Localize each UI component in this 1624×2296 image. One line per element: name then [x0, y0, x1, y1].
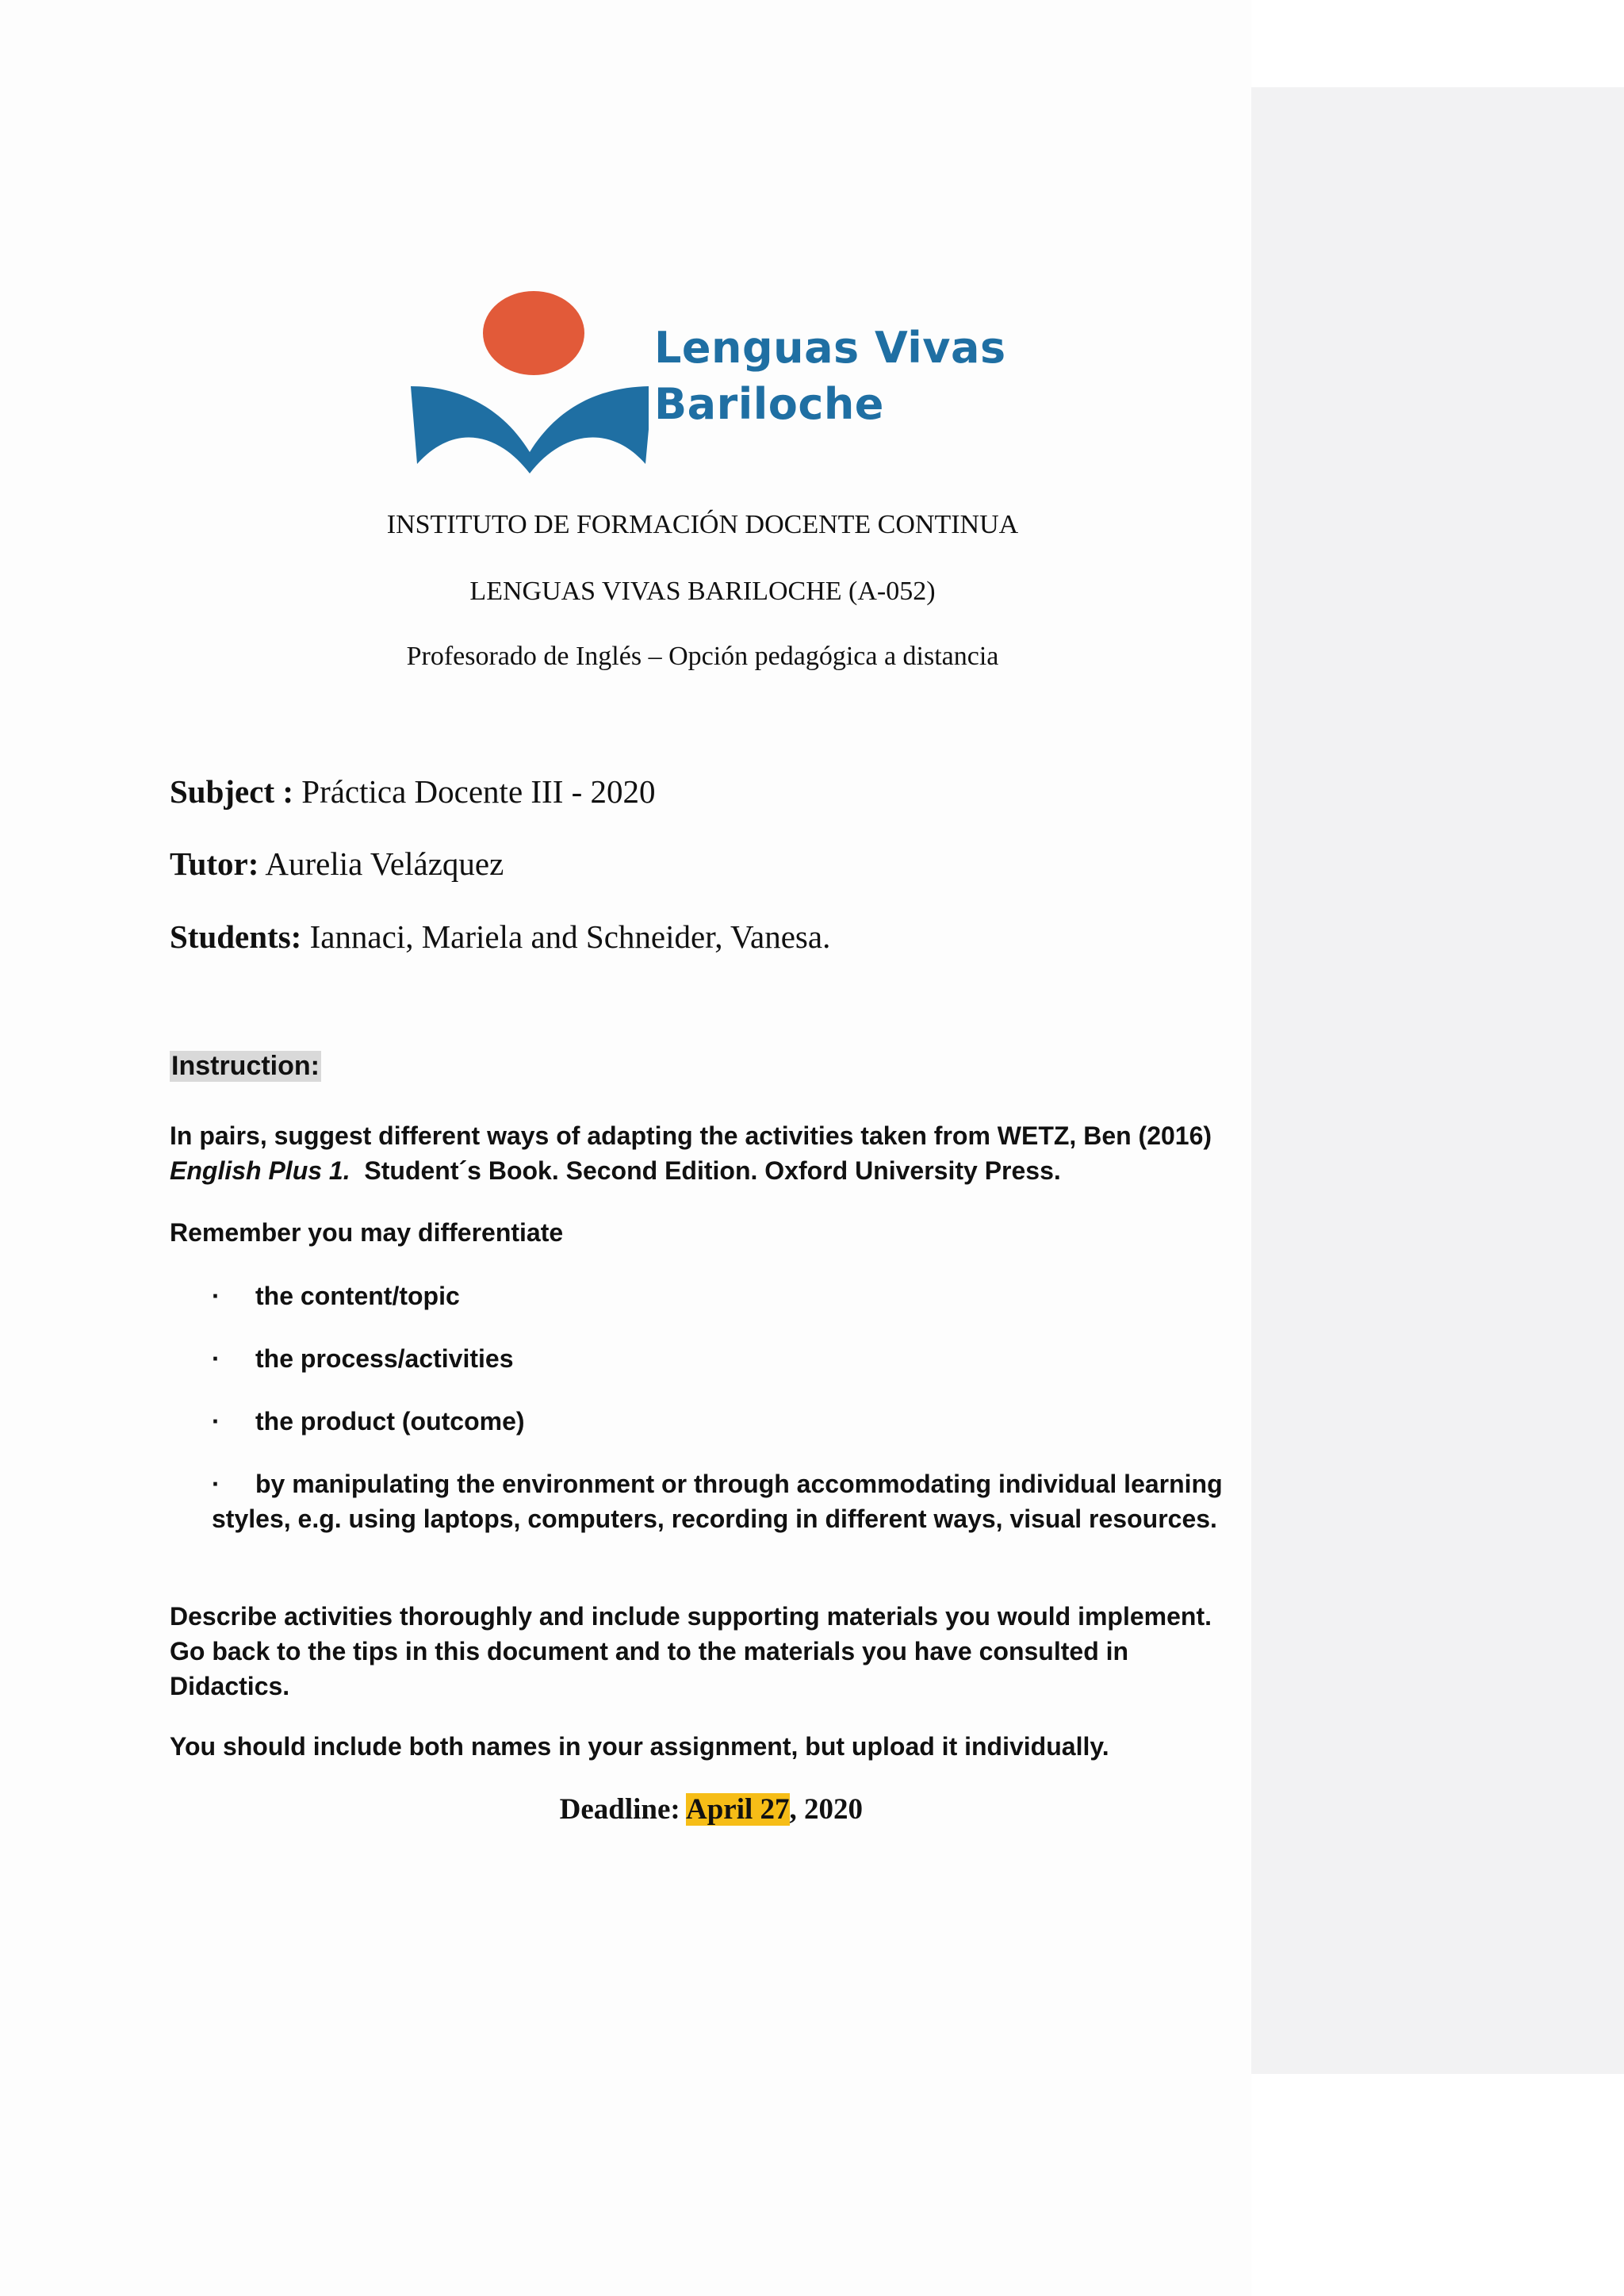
- institution-logo: [411, 289, 1006, 480]
- bullet-icon: ·: [212, 1407, 220, 1435]
- program-name: Profesorado de Inglés – Opción pedagógica a distancia: [406, 642, 999, 671]
- list-item: [212, 1278, 1235, 1313]
- students-line: [170, 918, 830, 956]
- book-right-page: [530, 386, 649, 473]
- deadline-line: [560, 1792, 863, 1826]
- list-item-text: the product (outcome): [255, 1407, 525, 1435]
- subject-value: Práctica Docente III - 2020: [301, 773, 656, 810]
- list-item: [212, 1466, 1235, 1536]
- open-book-sun-icon: [411, 289, 649, 480]
- institute-code: LENGUAS VIVAS BARILOCHE (A-052): [469, 577, 936, 606]
- comment-margin-pane: [1251, 87, 1624, 2074]
- include-names-paragraph: You should include both names in your assignment, but upload it individually.: [170, 1732, 1109, 1761]
- remember-line: Remember you may differentiate: [170, 1218, 564, 1247]
- bullet-icon: ·: [212, 1470, 220, 1498]
- deadline-date-highlight: April 27: [685, 1793, 790, 1826]
- list-item: [212, 1404, 1235, 1439]
- intro-text-after: Student´s Book. Second Edition. Oxford University Press.: [350, 1156, 1061, 1185]
- book-left-page: [411, 386, 530, 473]
- list-item-text: by manipulating the environment or through accommodating individual learning styles, e.g. using laptops, computers, recording in different ways, visual resources.: [212, 1470, 1223, 1533]
- logo-text-line1: Lenguas Vivas: [654, 323, 1006, 373]
- tutor-label: Tutor:: [170, 845, 259, 882]
- students-label: Students:: [170, 918, 302, 955]
- list-item-text: the content/topic: [255, 1282, 460, 1310]
- institute-name: INSTITUTO DE FORMACIÓN DOCENTE CONTINUA: [386, 510, 1019, 539]
- deadline-label: Deadline:: [559, 1793, 680, 1826]
- sun-shape: [483, 291, 584, 375]
- instruction-heading: Instruction:: [171, 1051, 320, 1081]
- tutor-value: Aurelia Velázquez: [265, 845, 504, 882]
- bullet-icon: ·: [212, 1344, 220, 1373]
- deadline-year: , 2020: [789, 1793, 863, 1826]
- book-title: English Plus 1.: [170, 1156, 350, 1185]
- students-value: Iannaci, Mariela and Schneider, Vanesa.: [309, 918, 831, 955]
- list-item: [212, 1341, 1235, 1376]
- subject-label: Subject :: [170, 773, 294, 810]
- subject-line: [170, 772, 656, 811]
- describe-paragraph: Describe activities thoroughly and include supporting materials you would implement. Go back to the tips in this document and to the materials you have consulted in Didactics.: [170, 1602, 1212, 1700]
- instruction-intro: [170, 1118, 1232, 1188]
- tutor-line: [170, 845, 504, 883]
- logo-text-line2: Bariloche: [654, 379, 884, 429]
- bullet-icon: ·: [212, 1282, 220, 1310]
- intro-text-before: In pairs, suggest different ways of adapting the activities taken from WETZ, Ben (2016): [170, 1121, 1212, 1150]
- list-item-text: the process/activities: [255, 1344, 514, 1373]
